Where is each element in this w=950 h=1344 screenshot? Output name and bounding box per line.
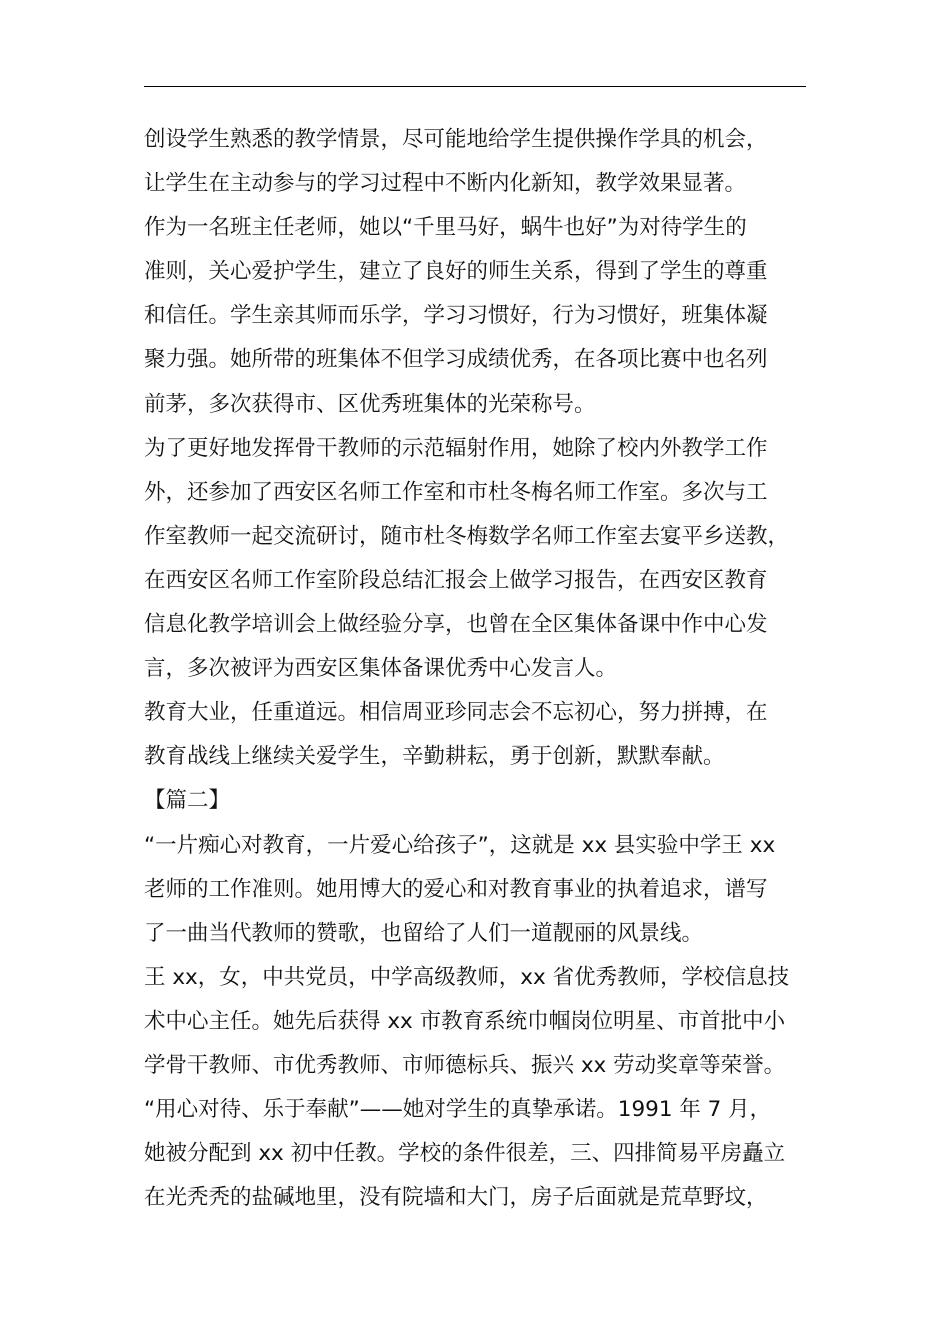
text-line: 学骨干教师、市优秀教师、市师德标兵、振兴 xx 劳动奖章等荣誉。 bbox=[144, 1052, 786, 1078]
text-line: 前茅，多次获得市、区优秀班集体的光荣称号。 bbox=[144, 391, 596, 417]
text-line: 术中心主任。她先后获得 xx 市教育系统巾帼岗位明星、市首批中小 bbox=[144, 1008, 786, 1034]
section-heading: 【篇二】 bbox=[144, 788, 231, 814]
text-line: 和信任。学生亲其师而乐学，学习习惯好，行为习惯好，班集体凝 bbox=[144, 303, 768, 329]
text-line: 创设学生熟悉的教学情景，尽可能地给学生提供操作学具的机会， bbox=[144, 127, 768, 152]
text-line: 在西安区名师工作室阶段总结汇报会上做学习报告，在西安区教育 bbox=[144, 567, 768, 593]
text-line: 作为一名班主任老师，她以“千里马好，蜗牛也好”为对待学生的 bbox=[144, 215, 747, 241]
text-line: 聚力强。她所带的班集体不但学习成绩优秀，在各项比赛中也名列 bbox=[144, 347, 768, 373]
text-line: 在光秃秃的盐碱地里，没有院墙和大门，房子后面就是荒草野坟， bbox=[144, 1185, 768, 1211]
text-line: 外，还参加了西安区名师工作室和市杜冬梅名师工作室。多次与工 bbox=[144, 479, 768, 505]
text-line: 让学生在主动参与的学习过程中不断内化新知，教学效果显著。 bbox=[144, 171, 747, 197]
text-line: 老师的工作准则。她用博大的爱心和对教育事业的执着追求，谱写 bbox=[144, 876, 768, 902]
text-line: 为了更好地发挥骨干教师的示范辐射作用，她除了校内外教学工作 bbox=[144, 435, 768, 461]
document-body bbox=[144, 118, 816, 1220]
text-line: “用心对待、乐于奉献”——她对学生的真挚承诺。1991 年 7 月， bbox=[144, 1097, 772, 1123]
text-line: “一片痴心对教育，一片爱心给孩子”，这就是 xx 县实验中学王 xx bbox=[144, 832, 776, 858]
text-line: 信息化教学培训会上做经验分享，也曾在全区集体备课中作中心发 bbox=[144, 612, 768, 638]
text-line: 言，多次被评为西安区集体备课优秀中心发言人。 bbox=[144, 656, 618, 682]
header-rule bbox=[144, 86, 806, 87]
text-line: 准则，关心爱护学生，建立了良好的师生关系，得到了学生的尊重 bbox=[144, 259, 768, 285]
text-line: 教育战线上继续关爱学生，辛勤耕耘，勇于创新，默默奉献。 bbox=[144, 744, 725, 770]
text-line: 她被分配到 xx 初中任教。学校的条件很差，三、四排简易平房矗立 bbox=[144, 1141, 786, 1167]
text-line: 教育大业，任重道远。相信周亚珍同志会不忘初心，努力拼搏，在 bbox=[144, 700, 768, 726]
text-line: 王 xx，女，中共党员，中学高级教师，xx 省优秀教师，学校信息技 bbox=[144, 964, 790, 990]
text-line: 了一曲当代教师的赞歌，也留给了人们一道靓丽的风景线。 bbox=[144, 920, 704, 946]
text-line: 作室教师一起交流研讨，随市杜冬梅数学名师工作室去宴平乡送教， bbox=[144, 523, 790, 549]
